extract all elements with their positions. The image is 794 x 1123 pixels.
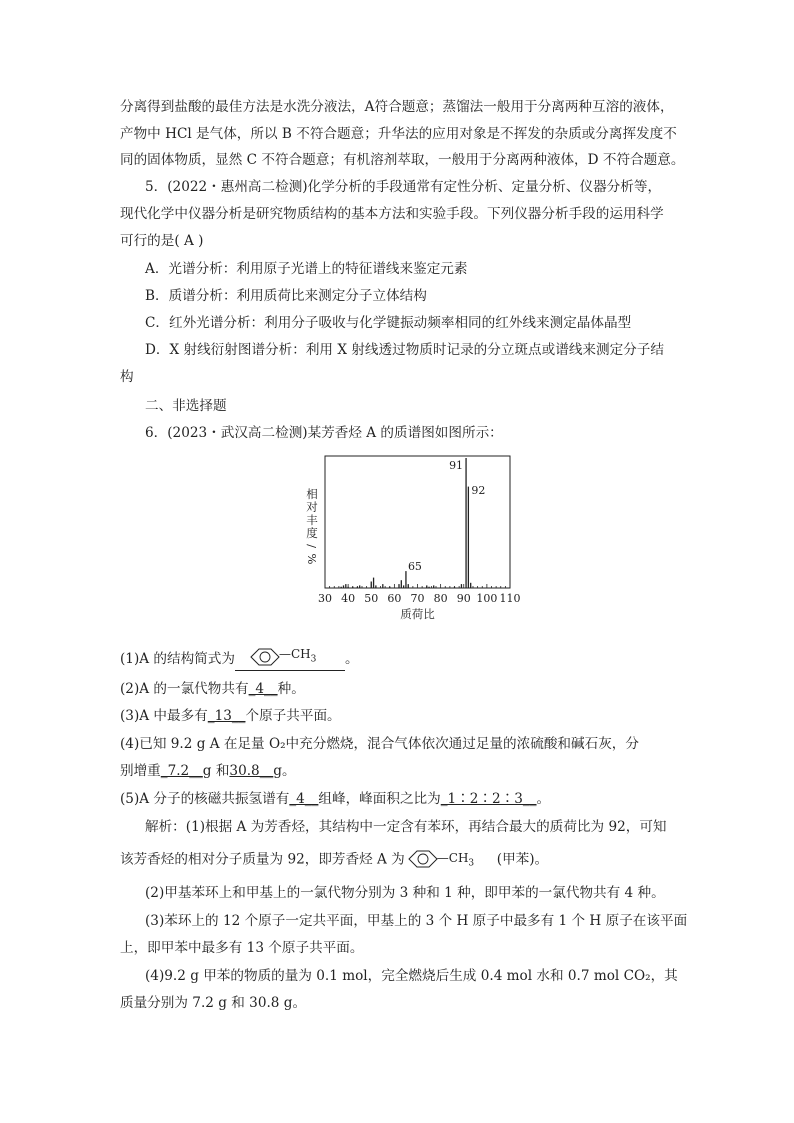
subquestion-4-cont <box>120 761 296 781</box>
explanation-line: 质量分别为 7.2 g 和 30.8 g。 <box>120 995 307 1011</box>
explanation-line: (2)甲基苯环上和甲基上的一氯代物分别为 3 种和 1 种，即甲苯的一氯代物共有 4 种。 <box>145 885 665 901</box>
explanation-line: (3)苯环上的 12 个原子一定共平面，甲基上的 3 个 H 原子中最多有 1 个 H 原子在该平面 <box>145 913 688 929</box>
option-d: D．X 射线衍射图谱分析：利用 X 射线透过物质时记录的分立斑点或谱线来测定分子结 <box>145 342 664 358</box>
subquestion-3-tail: 个原子共平面。 <box>245 708 341 724</box>
x-tick-label: 100 <box>476 592 498 605</box>
text: (5)A 分子的核磁共振氢谱有 <box>120 791 290 807</box>
answer-blank: _7.2__ <box>160 763 203 779</box>
text-line: 同的固体物质，显然 C 不符合题意；有机溶剂萃取，一般用于分离两种液体，D 不符合题意。 <box>120 152 685 168</box>
answer-blank: _13__ <box>207 708 246 724</box>
methyl-subscript: 3 <box>310 654 317 665</box>
y-axis-label-char: % <box>305 553 319 565</box>
text: (甲苯)。 <box>496 851 549 868</box>
methyl-group <box>279 644 316 669</box>
explanation-line: 上，即甲苯中最多有 13 个原子共平面。 <box>120 940 364 956</box>
x-tick-label: 110 <box>499 592 521 605</box>
text: 组峰，峰面积之比为 <box>318 791 441 807</box>
methyl-text: —CH <box>278 647 311 661</box>
text: 。 <box>536 791 551 807</box>
option-a: A．光谱分析：利用原子光谱上的特征谱线来鉴定元素 <box>145 261 468 277</box>
text-line: 可行的是( A ) <box>120 233 204 249</box>
subquestion-1 <box>120 648 359 671</box>
methyl-subscript: 3 <box>468 858 475 869</box>
text-line: 现代化学中仪器分析是研究物质结构的基本方法和实验手段。下列仪器分析手段的运用科学 <box>120 206 664 222</box>
text-line: 分离得到盐酸的最佳方法是水洗分液法，A符合题意；蒸馏法一般用于分离两种互溶的液体， <box>120 99 674 115</box>
subquestion-2-label: (2)A 的一氯代物共有 <box>120 681 249 697</box>
answer-blank: _4__ <box>289 791 319 807</box>
option-c: C．红外光谱分析：利用分子吸收与化学键振动频率相同的红外线来测定晶体晶型 <box>145 315 632 331</box>
explanation-line <box>120 849 548 871</box>
y-axis-label-char: 度 <box>306 526 318 540</box>
text: 别增重 <box>120 763 161 779</box>
x-tick-label: 80 <box>433 592 448 605</box>
y-axis-label-char: / <box>305 544 319 548</box>
y-axis-label-char: 丰 <box>306 513 318 527</box>
answer-blank: _1∶2∶2∶3__ <box>440 791 537 807</box>
x-tick-label: 90 <box>456 592 471 605</box>
x-axis-label: 质荷比 <box>400 607 435 621</box>
toluene-structure-answer <box>235 648 345 671</box>
text-line: 构 <box>120 369 134 385</box>
subquestion-2-tail: 种。 <box>277 681 305 697</box>
text: 该芳香烃的相对分子质量为 92，即芳香烃 A 为 <box>120 851 405 868</box>
punctuation: 。 <box>344 651 359 667</box>
subquestion-2 <box>120 679 305 699</box>
text: g。 <box>273 763 296 779</box>
explanation-line: 解析：(1)根据 A 为芳香烃，其结构中一定含有苯环，再结合最大的质荷比为 92，可知 <box>145 819 667 835</box>
x-tick-label: 30 <box>318 592 332 605</box>
y-axis-label-char: 对 <box>306 500 318 514</box>
subquestion-3 <box>120 706 341 726</box>
x-tick-label: 60 <box>387 592 402 605</box>
question-6-stem: 6．(2023・武汉高二检测)某芳香烃 A 的质谱图如图所示： <box>145 425 503 441</box>
question-5-stem: 5．(2022・惠州高二检测)化学分析的手段通常有定性分析、定量分析、仪器分析等， <box>145 179 662 195</box>
x-tick-label: 70 <box>410 592 425 605</box>
subquestion-1-label: (1)A 的结构简式为 <box>120 651 235 667</box>
peak-label: 92 <box>471 484 486 497</box>
mass-spectrum-chart <box>300 450 530 630</box>
methyl-text: —CH <box>436 851 469 865</box>
text: g 和 <box>202 763 230 779</box>
subquestion-5 <box>120 789 550 809</box>
subquestion-3-label: (3)A 中最多有 <box>120 708 208 724</box>
subquestion-4: (4)已知 9.2 g A 在足量 O₂中充分燃烧，混合气体依次通过足量的浓硫酸和碱石灰，分 <box>120 736 639 752</box>
answer-blank: 30.8__ <box>229 763 274 779</box>
toluene-structure <box>405 849 497 871</box>
section-heading: 二、非选择题 <box>145 398 227 414</box>
peak-label: 91 <box>449 459 464 472</box>
methyl-group <box>437 848 474 873</box>
option-b: B．质谱分析：利用质荷比来测定分子立体结构 <box>145 288 427 304</box>
answer-blank: _4__ <box>248 681 278 697</box>
text-line: 产物中 HCl 是气体，所以 B 不符合题意；升华法的应用对象是不挥发的杂质或分离挥发度不 <box>120 126 677 142</box>
peak-label: 65 <box>407 560 422 573</box>
y-axis-label-char: 相 <box>306 487 318 501</box>
x-tick-label: 40 <box>341 592 356 605</box>
x-tick-label: 50 <box>364 592 379 605</box>
explanation-line: (4)9.2 g 甲苯的物质的量为 0.1 mol，完全燃烧后生成 0.4 mol 水和 0.7 mol CO₂，其 <box>145 968 678 984</box>
